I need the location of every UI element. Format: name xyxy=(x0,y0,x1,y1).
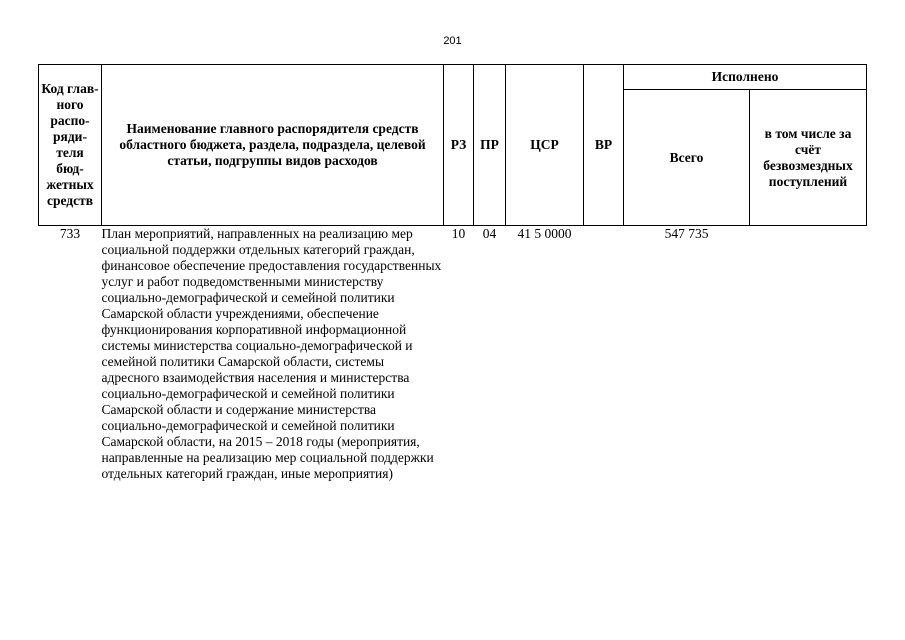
header-total: Всего xyxy=(624,90,750,226)
row-csr: 41 5 0000 xyxy=(517,226,572,241)
row-vr xyxy=(584,226,624,483)
header-name: Наименование главного распорядителя средств областного бюджета, раздела, подраздела, целевой статьи, подгруппы видов расходов xyxy=(102,65,444,226)
header-pr: ПР xyxy=(474,65,506,226)
budget-table xyxy=(38,64,867,482)
header-executed: Исполнено xyxy=(624,65,867,90)
header-rz: РЗ xyxy=(444,65,474,226)
header-vr: ВР xyxy=(584,65,624,226)
row-total: 547 735 xyxy=(664,226,709,241)
header-incl-free: в том числе за счёт безвозмездных поступлений xyxy=(750,90,867,226)
row-code: 733 xyxy=(59,226,81,241)
row-rz: 10 xyxy=(451,226,466,241)
header-csr: ЦСР xyxy=(506,65,584,226)
row-name: План мероприятий, направленных на реализацию мер социальной поддержки отдельных категорий граждан, финансовое обеспечение предоставления государственных услуг и работ подведомственными министерству социально-демографической и семейной политики Самарской области учреждениями, обеспечение функционирования корпоративной информационной системы министерства социально-демографической и семейной политики Самарской области, системы адресного взаимодействия населения и министерства социально-демографической и семейной политики Самарской области и содержание министерства социально-демографической и семейной политики Самарской области, на 2015 – 2018 годы (мероприятия, направленные на реализацию мер социальной поддержки отдельных категорий граждан, иные мероприятия) xyxy=(101,226,442,481)
page-number: 201 xyxy=(443,35,462,47)
row-pr: 04 xyxy=(482,226,497,241)
header-code: Код глав-ного распо-ряди-теля бюд-жетных средств xyxy=(39,65,102,226)
table-row xyxy=(39,226,867,483)
row-incl-free xyxy=(750,226,867,483)
